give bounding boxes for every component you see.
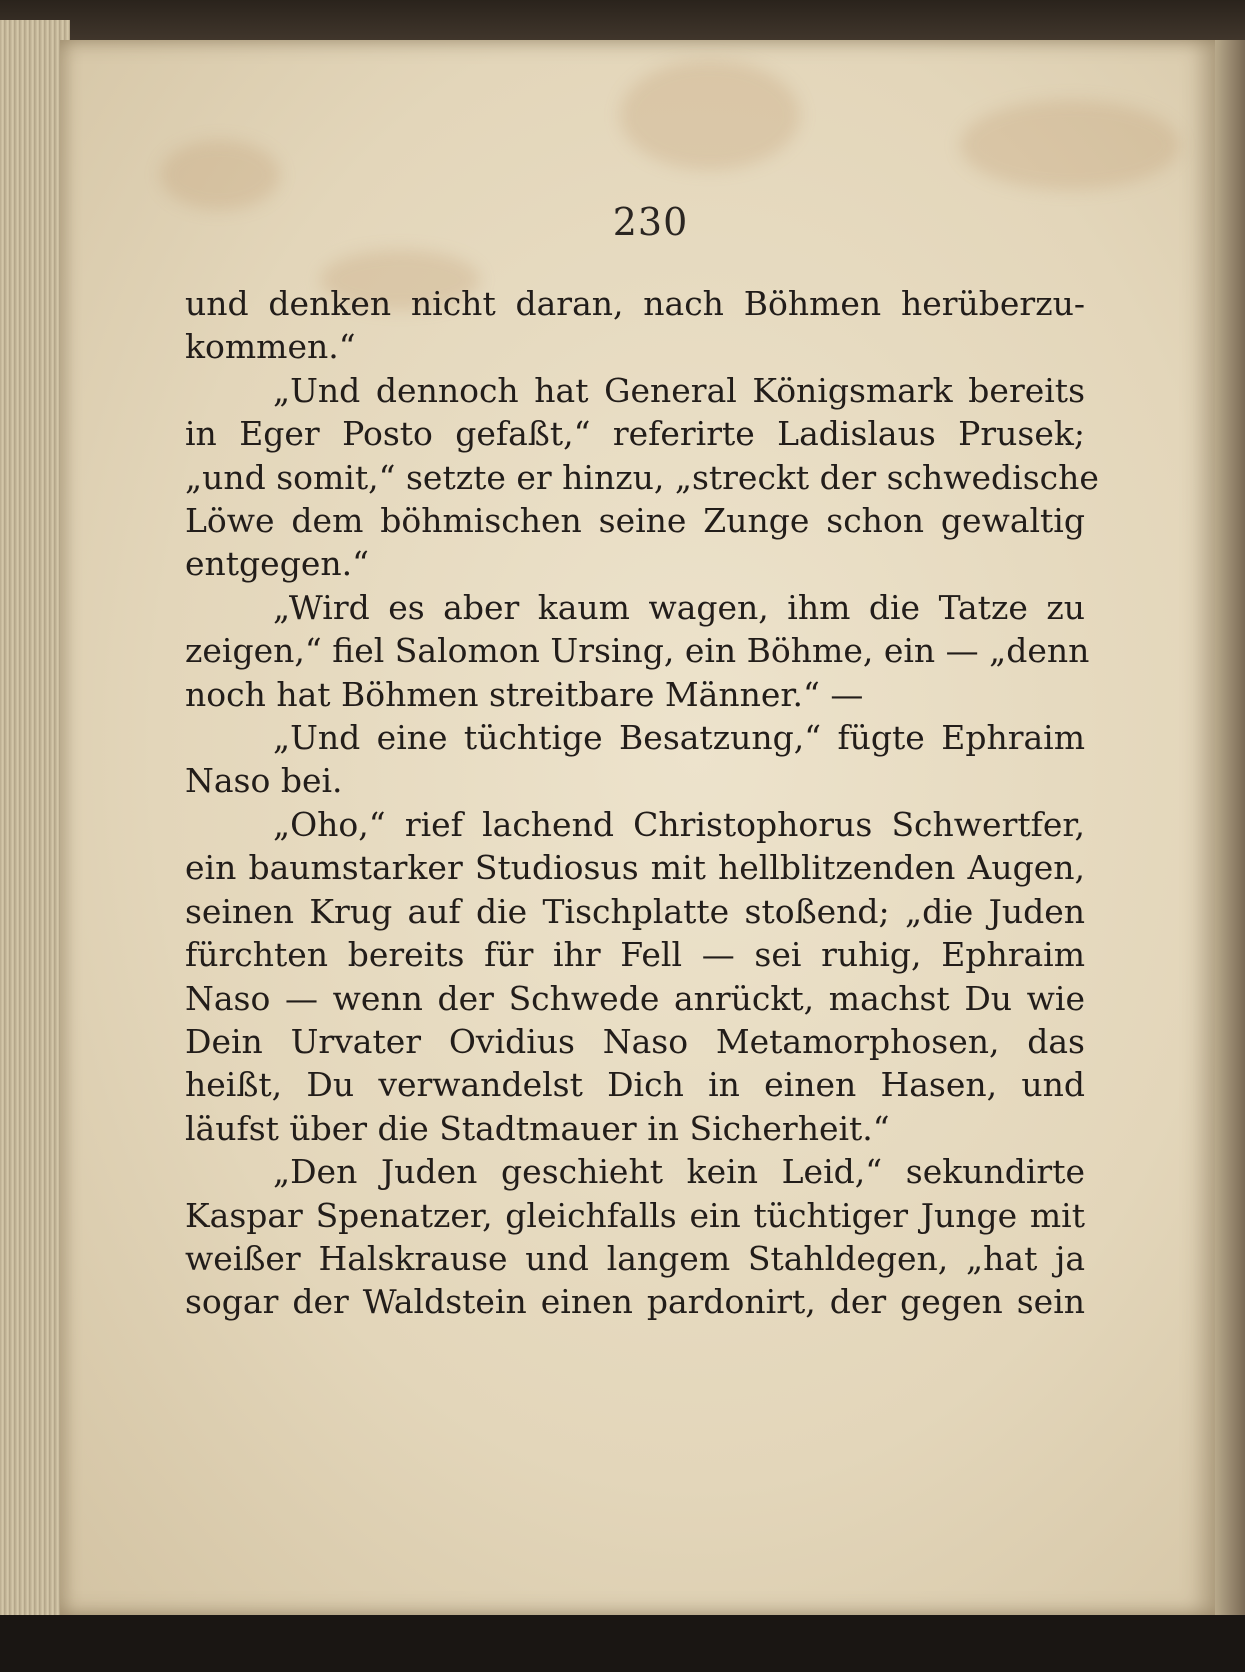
book-spine-right (1215, 40, 1245, 1615)
text-line: Kaspar Spenatzer, gleichfalls ein tüchtiger Junge mit (185, 1195, 1085, 1235)
text-line: „Wird es aber kaum wagen, ihm die Tatze zu (273, 587, 1085, 627)
text-line: zeigen,“ fiel Salomon Ursing, ein Böhme, ein — „denn (185, 631, 1090, 671)
text-line: seinen Krug auf die Tischplatte stoßend; „die Juden (185, 891, 1085, 931)
body-text (185, 282, 1099, 1324)
paper-stain (620, 60, 800, 170)
text-line: Naso bei. (185, 761, 343, 801)
page-number: 230 (612, 200, 689, 244)
text-line: „Und eine tüchtige Besatzung,“ fügte Ephraim (273, 718, 1085, 758)
text-line: fürchten bereits für ihr Fell — sei ruhig, Ephraim (185, 935, 1085, 975)
book-shadow-bottom (0, 1615, 1245, 1672)
text-line: noch hat Böhmen streitbare Männer.“ — (185, 674, 864, 714)
text-line: Naso — wenn der Schwede anrückt, machst Du wie (185, 978, 1085, 1018)
text-line: läufst über die Stadtmauer in Sicherheit.“ (185, 1108, 890, 1148)
text-line: ein baumstarker Studiosus mit hellblitzenden Augen, (185, 848, 1085, 888)
paper-stain (960, 100, 1180, 190)
text-line: sogar der Waldstein einen pardonirt, der gegen sein (185, 1282, 1085, 1322)
text-line: weißer Halskrause und langem Stahldegen, „hat ja (185, 1238, 1085, 1278)
text-line: Dein Urvater Ovidius Naso Metamorphosen, das (185, 1021, 1085, 1061)
text-line: in Eger Posto gefaßt,“ referirte Ladislaus Prusek; (185, 414, 1085, 454)
text-line: „Oho,“ rief lachend Christophorus Schwertfer, (273, 804, 1085, 844)
text-line: „Den Juden geschieht kein Leid,“ sekundirte (273, 1152, 1085, 1192)
text-line: Löwe dem böhmischen seine Zunge schon gewaltig (185, 501, 1085, 541)
text-line: entgegen.“ (185, 544, 369, 584)
text-line: „und somit,“ setzte er hinzu, „streckt der schwedische (185, 457, 1099, 497)
text-line: heißt, Du verwandelst Dich in einen Hasen, und (185, 1065, 1085, 1105)
text-line: kommen.“ (185, 327, 356, 367)
text-line: „Und dennoch hat General Königsmark bereits (273, 370, 1085, 410)
text-line: und denken nicht daran, nach Böhmen herüberzu- (185, 284, 1085, 323)
